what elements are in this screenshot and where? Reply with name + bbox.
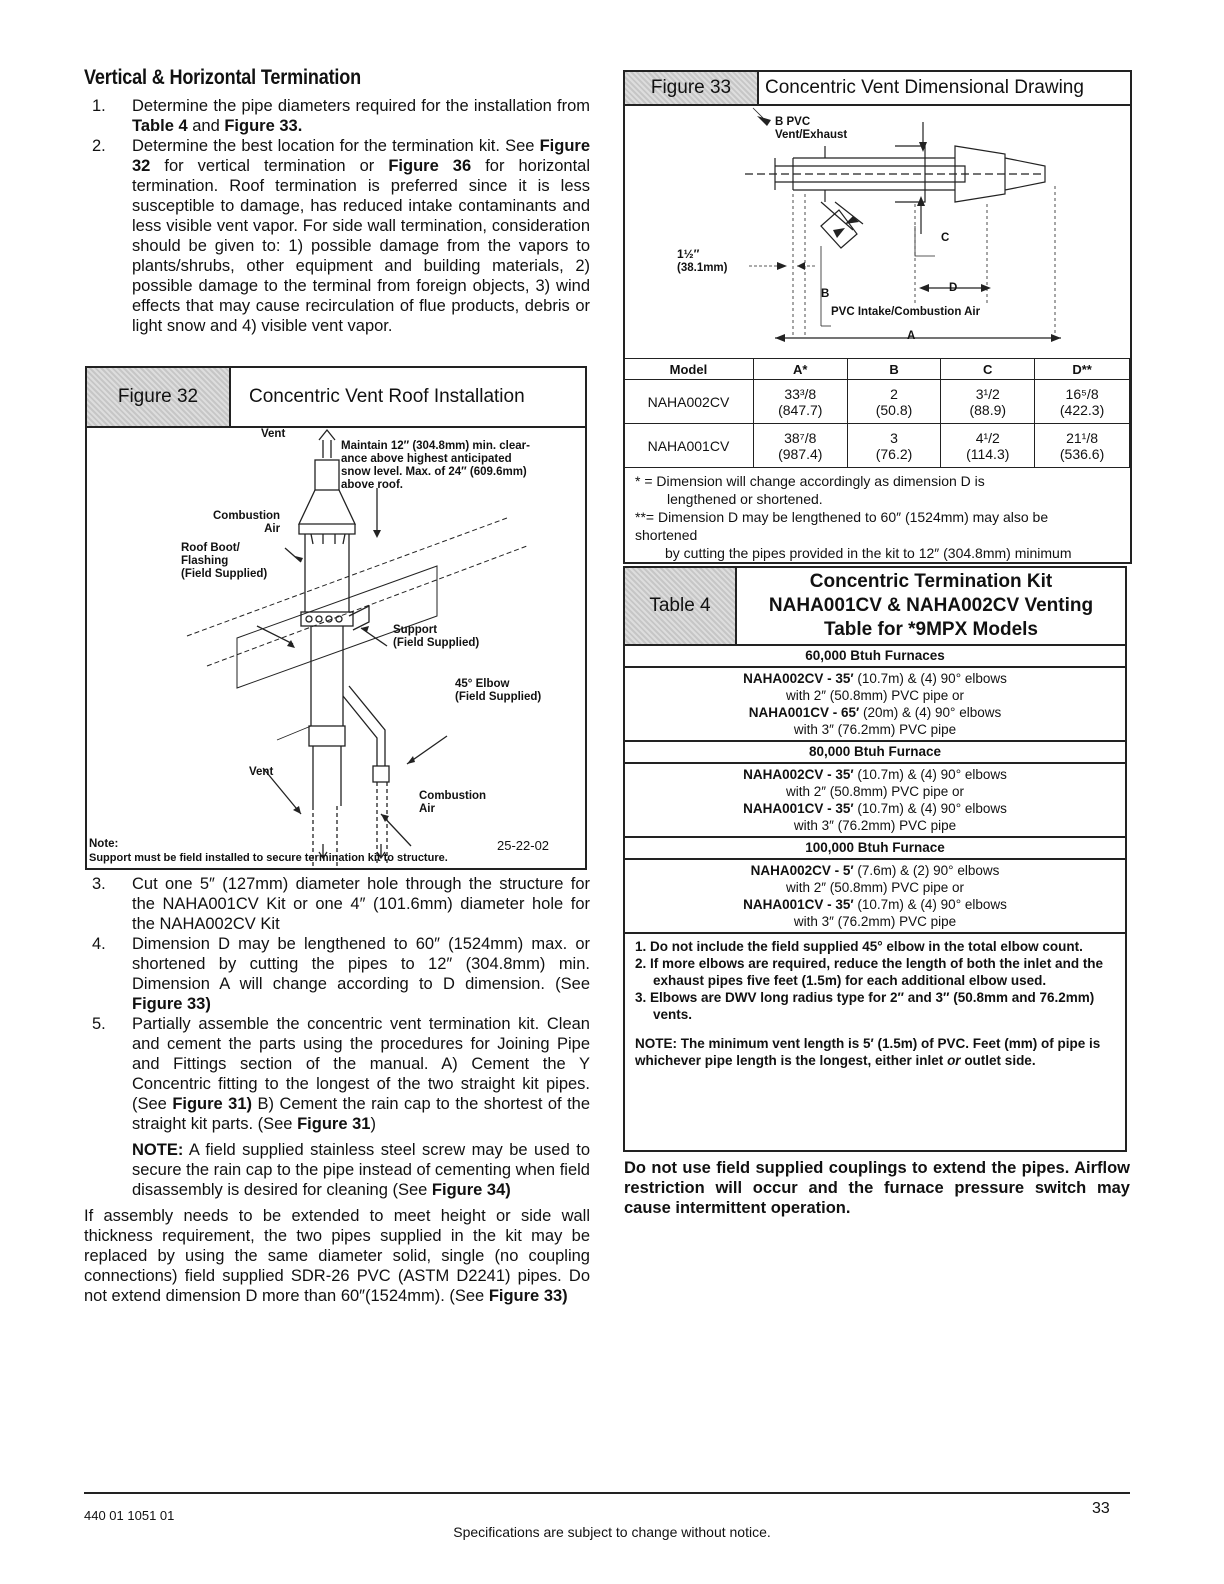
vent-top-label: Vent [261,428,286,440]
left-column-continued [84,874,590,1306]
label-line: ance above highest anticipated [341,453,512,465]
step-item [84,96,590,136]
model-cell: NAHA002CV [624,380,754,424]
label-line: B PVC [775,116,811,128]
label-line: Table for *9MPX Models [824,619,1038,640]
table-note: 2. If more elbows are required, reduce the length of both the inlet and the exhaust pipes five feet (1.5m) for each additional elbow used. [635,956,1104,988]
figure-code: 25-22-02 [497,838,550,853]
b-pvc-label [775,116,847,142]
step-number: 4. [92,935,106,953]
elbow-label [455,678,541,704]
step-item [84,136,590,336]
table-4-title [737,568,1125,644]
label-line: (Field Supplied) [455,691,542,703]
furnace-size-header: 80,000 Btuh Furnace [625,740,1125,764]
step-item [84,874,590,934]
dim-header-cell: D** [1035,359,1130,380]
step-text: Cut one 5″ (127mm) diameter hole through the structure for the NAHA001CV Kit or one 4″ (101.6mm) diameter hole for the NAHA002CV Kit [132,875,590,933]
label-line: Air [419,803,435,815]
table-4-sections [625,644,1125,932]
label-line: Combustion [213,510,281,522]
dim-table-row [624,424,1130,468]
label-line: Roof Boot/ [181,542,240,554]
table-note: 3. Elbows are DWV long radius type for 2″ and 3″ (50.8mm and 76.2mm) vents. [635,990,1095,1022]
dim-table-row [624,380,1130,424]
doc-number: 440 01 1051 01 [84,1508,175,1523]
dim-d-label: D [949,282,958,294]
one-half-inch-label: 1½″ [677,247,700,261]
table-4 [623,566,1127,1152]
venting-spec: NAHA002CV - 35′ (10.7m) & (4) 90° elbows with 2″ (50.8mm) PVC pipe or NAHA001CV - 35′ (10.7m) & (4) 90° elbows with 3″ (76.2mm) PVC pipe [743,767,1007,833]
venting-spec: NAHA002CV - 35′ (10.7m) & (4) 90° elbows with 2″ (50.8mm) PVC pipe or NAHA001CV - 65′ (20m) & (4) 90° elbows with 3″ (76.2mm) PVC pipe [743,671,1007,737]
vent-bottom-label: Vent [249,766,274,778]
step-number: 2. [92,137,106,155]
steps-list-b [84,874,590,1134]
maintain-clearance-label [341,440,530,492]
figure-32 [85,366,587,870]
dim-header-cell: B [847,359,941,380]
step-text: Determine the pipe diameters required for the installation from Table 4 and Figure 33. [132,97,590,135]
section-heading: Vertical & Horizontal Termination [84,66,361,89]
table-4-notes [625,932,1125,1023]
coupling-warning: Do not use field supplied couplings to extend the pipes. Airflow restriction will occur and the furnace pressure switch may cause intermittent operation. [624,1159,1130,1217]
table-4-label: Table 4 [625,568,737,644]
dimension-table [623,358,1130,468]
note-label: Note: [89,838,119,850]
disclaimer: Specifications are subject to change without notice. [453,1524,771,1540]
support-note: Support must be field installed to secure termination kit to structure. [89,852,448,864]
figure-32-title: Concentric Vent Roof Installation [249,386,525,407]
step-text: Dimension D may be lengthened to 60″ (1524mm) max. or shortened by cutting the pipes to 12″ (304.8mm) min. Dimension A will change according to D dimension. (See Figure 33) [132,935,590,1013]
dim-value-cell: 16⁵/8 (422.3) [1035,380,1130,424]
dimensional-drawing [625,106,1130,358]
label-line: Vent/Exhaust [775,129,848,141]
dim-header-cell: C [941,359,1035,380]
roof-install-drawing [87,426,585,866]
dim-value-cell: 3 (76.2) [847,424,941,468]
dim-value-cell: 21¹/8 (536.6) [1035,424,1130,468]
label-line: 45° Elbow [455,678,510,690]
label-line: (Field Supplied) [181,568,268,580]
dim-c-label: C [941,232,950,244]
label-line: NAHA001CV & NAHA002CV Venting [768,595,1094,616]
label-line: Air [264,523,281,535]
roof-boot-label [181,542,267,581]
table-4-final-note: NOTE: The minimum vent length is 5′ (1.5m) of PVC. Feet (mm) of pipe is whichever pipe length is the longest, either inlet or outlet side. [635,1036,1101,1068]
footnote-1: * = Dimension will change accordingly as dimension D is [635,473,985,489]
dim-a-label: A [907,330,916,342]
furnace-size-header: 100,000 Btuh Furnace [625,836,1125,860]
dim-header-cell: A* [753,359,847,380]
label-line: above roof. [341,479,403,491]
pvc-intake-label: PVC Intake/Combustion Air [831,306,981,318]
footnote-2c: by cutting the pipes provided in the kit to 12″ (304.8mm) minimum [665,545,1072,561]
footnote-2: **= Dimension D may be lengthened to 60″ (1524mm) may also be [635,509,1049,525]
label-line: Support [393,624,438,636]
left-column [84,66,590,336]
step-number: 1. [92,97,106,115]
figure-32-label: Figure 32 [87,368,231,426]
mm-label: (38.1mm) [677,262,728,274]
figure-33-label: Figure 33 [625,72,759,104]
dim-value-cell: 4¹/2 (114.3) [941,424,1035,468]
footer-rule [84,1492,1130,1494]
dim-b-label: B [821,288,830,300]
support-label [393,624,479,650]
furnace-size-header: 60,000 Btuh Furnaces [625,644,1125,668]
step-number: 5. [92,1015,106,1033]
step-text: Determine the best location for the termination kit. See Figure 32 for vertical termination or Figure 36 for horizontal termination. Roof termination is preferred since it is less susceptible to damage, has reduced intake contaminants and less visible vent vapor. For side wall termination, consideration should be given to: 1) possible damage from the vapors to plants/shrubs, other equipment and building materials, 2) possible damage to the terminal from foreign objects, 3) wind effects that may cause recirculation of flue products, debris or light snow and 4) visible vent vapor. [132,137,591,335]
closing-paragraph: If assembly needs to be extended to meet height or side wall thickness requirement, the two pipes supplied in the kit may be replaced by using the same diameter solid, single (no coupling connections) field supplied SDR-26 PVC (ASTM D2241) pipes. Do not extend dimension D more than 60″(1524mm). (See Figure 33) [84,1207,590,1305]
dim-header-cell: Model [624,359,754,380]
label-line: Combustion [419,790,487,802]
screw-note: NOTE: A field supplied stainless steel screw may be used to secure the rain cap to the pipe instead of cementing when field disassembly is desired for cleaning (See Figure 34) [132,1141,590,1199]
footnote-1b: lengthened or shortened. [667,491,823,507]
dim-value-cell: 33³/8 (847.7) [753,380,847,424]
table-note: 1. Do not include the field supplied 45° elbow in the total elbow count. [635,939,1083,954]
label-line: (Field Supplied) [393,637,480,649]
figure-33-title: Concentric Vent Dimensional Drawing [765,77,1084,98]
label-line: Flashing [181,555,229,567]
footnote-2b: shortened [635,527,698,543]
dim-value-cell: 38⁷/8 (987.4) [753,424,847,468]
dim-value-cell: 2 (50.8) [847,380,941,424]
label-line: Concentric Termination Kit [809,571,1053,592]
step-text: Partially assemble the concentric vent termination kit. Clean and cement the parts using the procedures for Joining Pipe and Fittings section of the manual. A) Cement the Y Concentric fitting to the longest of the two straight kit pipes. (See Figure 31) B) Cement the rain cap to the shortest of the straight kit parts. (See Figure 31) [132,1015,591,1133]
figure-33-footnotes [635,472,1125,562]
model-cell: NAHA001CV [624,424,754,468]
dim-value-cell: 3¹/2 (88.9) [941,380,1035,424]
step-number: 3. [92,875,106,893]
combustion-air-top-label [213,510,280,536]
venting-spec: NAHA002CV - 5′ (7.6m) & (2) 90° elbows with 2″ (50.8mm) PVC pipe or NAHA001CV - 35′ (10.7m) & (4) 90° elbows with 3″ (76.2mm) PVC pipe [743,863,1007,929]
label-line: Maintain 12″ (304.8mm) min. clear- [341,440,530,452]
figure-33 [623,70,1132,564]
dim-table-header [624,359,1130,380]
label-line: snow level. Max. of 24″ (609.6mm) [341,466,527,478]
step-item [84,1014,590,1134]
steps-list-a [84,96,590,336]
combustion-air-bottom-label [419,790,486,816]
step-item [84,934,590,1014]
page-number: 33 [1092,1500,1110,1517]
